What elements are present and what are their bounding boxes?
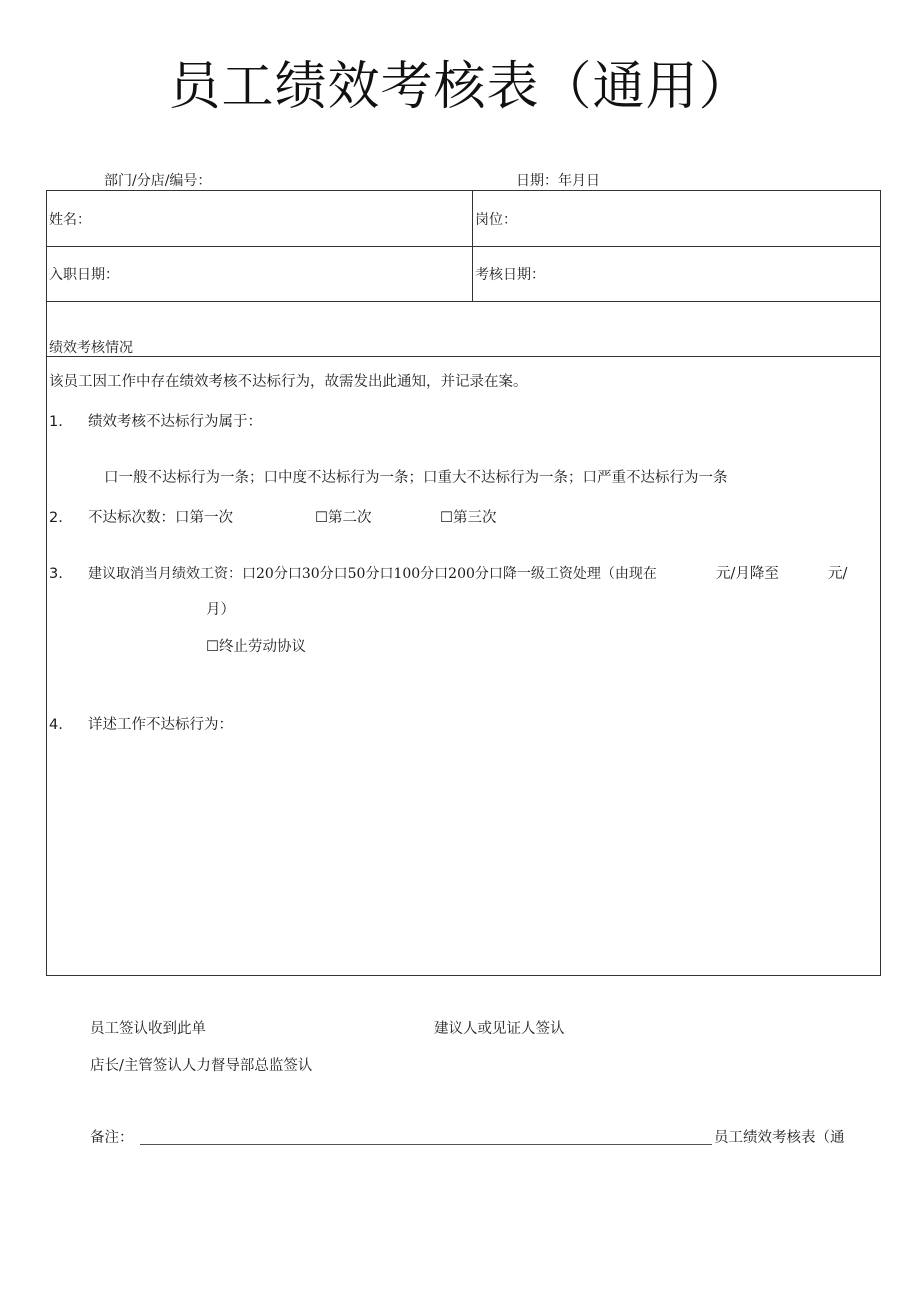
- item4-label: 详述工作不达标行为：: [88, 717, 233, 733]
- item1-label: 绩效考核不达标行为属于：: [88, 414, 262, 430]
- page-title: 员工绩效考核表（通用）: [168, 57, 752, 117]
- name-field: 姓名：: [49, 212, 91, 228]
- department-label: 部门/分店/编号：: [104, 173, 212, 189]
- review-date-field: 考核日期：: [475, 267, 545, 283]
- column-divider: [472, 190, 473, 302]
- item3-continuation: 月）: [206, 602, 235, 618]
- item3-unit-current: 元/月降至: [716, 566, 779, 582]
- item2-option-third: ☐第三次: [440, 510, 497, 526]
- row-divider: [46, 356, 881, 357]
- item3-unit-new: 元/: [828, 566, 848, 582]
- recommender-signature: 建议人或见证人签认: [434, 1021, 565, 1037]
- remark-label: 备注：: [90, 1130, 134, 1146]
- employee-signature: 员工签认收到此单: [90, 1021, 206, 1037]
- row-divider: [46, 246, 881, 247]
- remark-underline: [140, 1144, 712, 1145]
- item3-number: 3.: [49, 566, 63, 582]
- notice-text: 该员工因工作中存在绩效考核不达标行为，故需发出此通知，并记录在案。: [49, 374, 528, 390]
- manager-signatures: 店长/主管签认人力督导部总监签认: [90, 1058, 313, 1074]
- section-title: 绩效考核情况: [49, 340, 133, 356]
- row-divider: [46, 301, 881, 302]
- item1-options: 口一般不达标行为一条；口中度不达标行为一条；口重大不达标行为一条；口严重不达标行为一条: [104, 470, 728, 486]
- item2-option-second: ☐第二次: [315, 510, 372, 526]
- item3-terminate: ☐终止劳动协议: [206, 639, 306, 655]
- item2-label: 不达标次数：口第一次: [88, 510, 233, 526]
- position-field: 岗位：: [475, 212, 517, 228]
- date-label: 日期：年月日: [516, 173, 600, 189]
- item4-number: 4.: [49, 717, 63, 733]
- item2-number: 2.: [49, 510, 63, 526]
- item3-text: 建议取消当月绩效工资：口20分口30分口50分口100分口200分口降一级工资处理（由现在: [88, 566, 657, 582]
- footer-doc-name: 员工绩效考核表（通: [714, 1130, 845, 1146]
- hire-date-field: 入职日期：: [49, 267, 119, 283]
- item1-number: 1.: [49, 414, 63, 430]
